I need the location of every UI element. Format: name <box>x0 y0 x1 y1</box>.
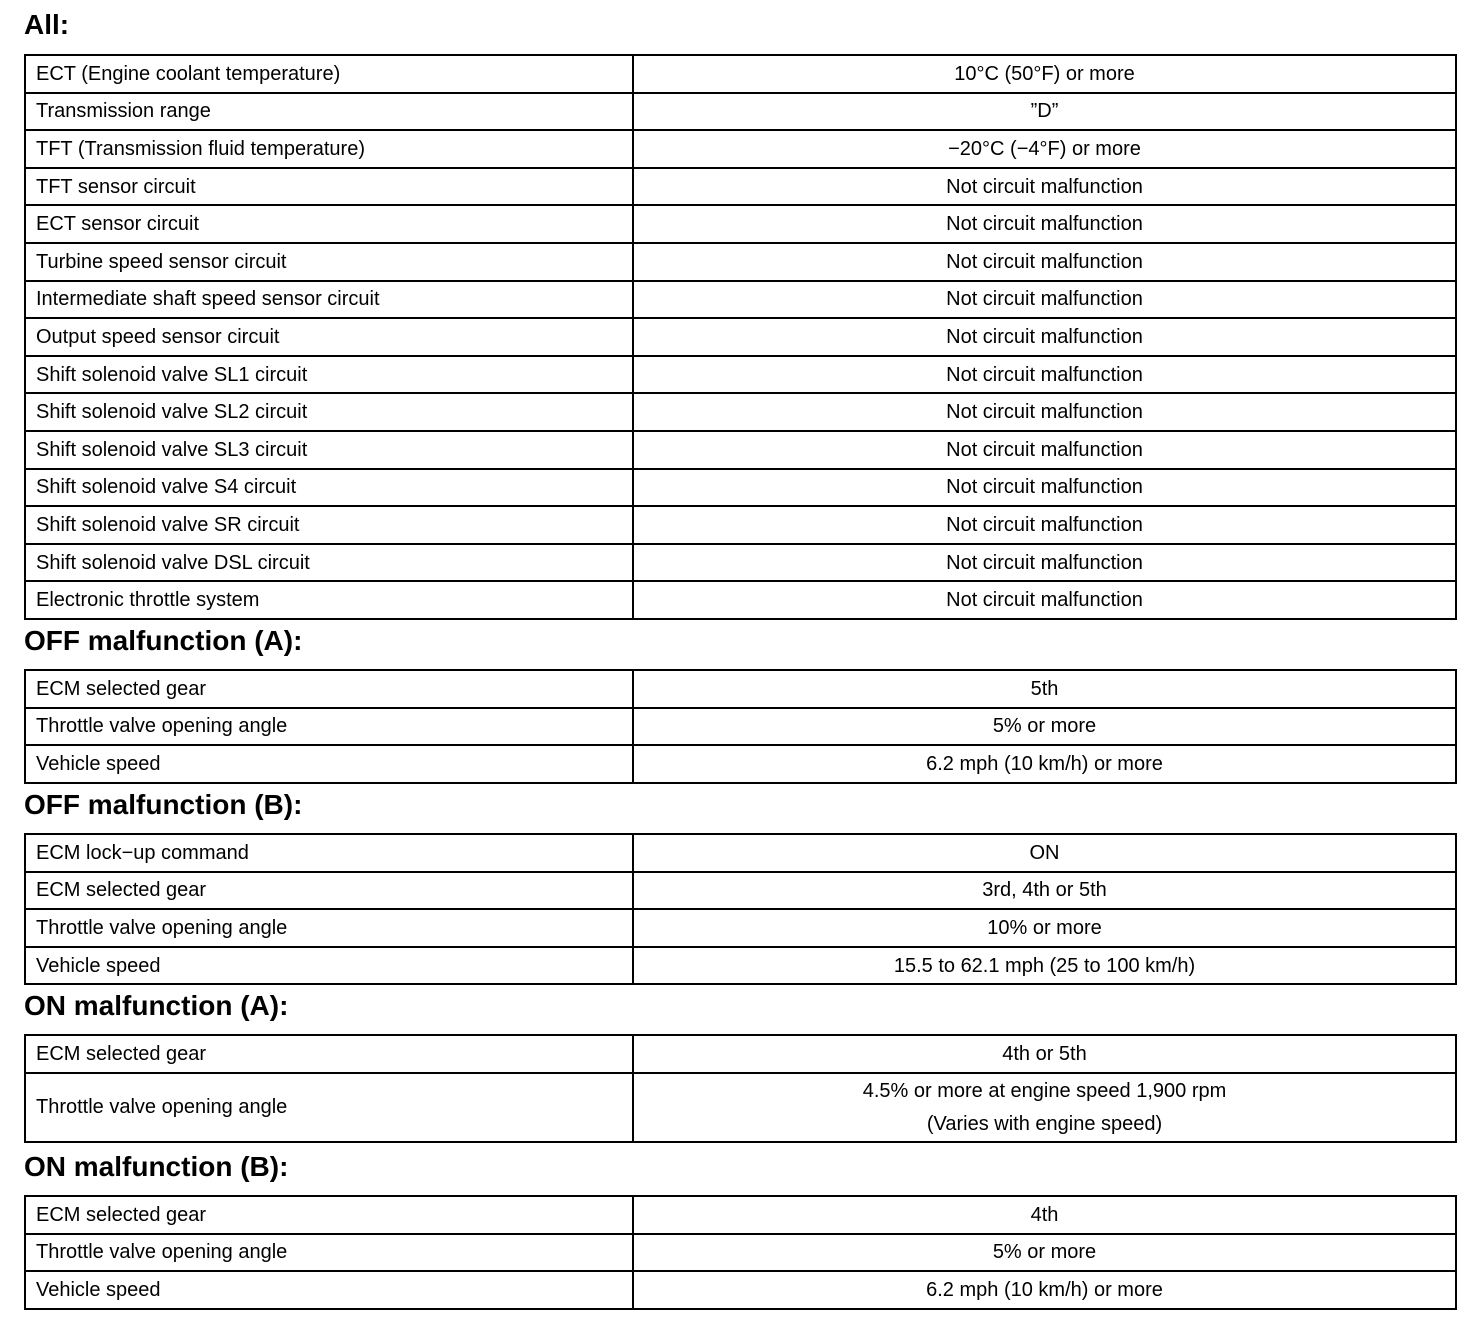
value-cell <box>633 1073 1456 1142</box>
value-cell: Not circuit malfunction <box>633 243 1456 281</box>
item-cell: Vehicle speed <box>25 947 633 985</box>
table-row <box>25 670 1456 708</box>
table-row <box>25 281 1456 319</box>
value-cell: 10°C (50°F) or more <box>633 55 1456 93</box>
item-cell: ECT (Engine coolant temperature) <box>25 55 633 93</box>
table-row <box>25 356 1456 394</box>
value-cell: 4th or 5th <box>633 1035 1456 1073</box>
item-cell: Throttle valve opening angle <box>25 909 633 947</box>
value-cell: 5th <box>633 670 1456 708</box>
item-cell: Vehicle speed <box>25 1271 633 1309</box>
item-cell: Output speed sensor circuit <box>25 318 633 356</box>
value-cell: 3rd, 4th or 5th <box>633 872 1456 910</box>
table-row <box>25 1073 1456 1142</box>
value-cell: 6.2 mph (10 km/h) or more <box>633 1271 1456 1309</box>
section-heading-off-a: OFF malfunction (A): <box>24 625 303 656</box>
item-cell: Throttle valve opening angle <box>25 708 633 746</box>
item-cell: TFT sensor circuit <box>25 168 633 206</box>
item-cell: Transmission range <box>25 93 633 131</box>
value-cell: Not circuit malfunction <box>633 431 1456 469</box>
table-row <box>25 1196 1456 1234</box>
table-row <box>25 93 1456 131</box>
item-cell: ECT sensor circuit <box>25 205 633 243</box>
item-cell: Shift solenoid valve S4 circuit <box>25 469 633 507</box>
table-row <box>25 130 1456 168</box>
value-cell: 6.2 mph (10 km/h) or more <box>633 745 1456 783</box>
value-cell: Not circuit malfunction <box>633 318 1456 356</box>
table-row <box>25 1271 1456 1309</box>
table-off-b <box>24 833 1457 985</box>
table-row <box>25 393 1456 431</box>
section-heading-off-b: OFF malfunction (B): <box>24 789 303 820</box>
value-line: 4.5% or more at engine speed 1,900 rpm <box>862 1079 1227 1102</box>
table-row <box>25 168 1456 206</box>
table-row <box>25 745 1456 783</box>
item-cell: Turbine speed sensor circuit <box>25 243 633 281</box>
value-cell: Not circuit malfunction <box>633 168 1456 206</box>
value-cell: Not circuit malfunction <box>633 205 1456 243</box>
table-off-a <box>24 669 1457 784</box>
item-cell: Throttle valve opening angle <box>25 1073 633 1142</box>
section-heading-all: All: <box>24 9 70 40</box>
table-on-a <box>24 1034 1457 1143</box>
value-note: (Varies with engine speed) <box>926 1112 1163 1135</box>
section-heading-on-a: ON malfunction (A): <box>24 990 289 1021</box>
table-row <box>25 469 1456 507</box>
value-cell: Not circuit malfunction <box>633 506 1456 544</box>
value-cell: 10% or more <box>633 909 1456 947</box>
item-cell: ECM selected gear <box>25 1196 633 1234</box>
value-cell: Not circuit malfunction <box>633 393 1456 431</box>
item-cell: Shift solenoid valve SL3 circuit <box>25 431 633 469</box>
value-cell: Not circuit malfunction <box>633 281 1456 319</box>
table-row <box>25 55 1456 93</box>
value-cell: 15.5 to 62.1 mph (25 to 100 km/h) <box>633 947 1456 985</box>
item-cell: ECM selected gear <box>25 670 633 708</box>
value-cell: 5% or more <box>633 1234 1456 1272</box>
section-heading-on-b: ON malfunction (B): <box>24 1151 289 1182</box>
table-row <box>25 947 1456 985</box>
table-row <box>25 506 1456 544</box>
table-row <box>25 205 1456 243</box>
table-on-b <box>24 1195 1457 1310</box>
item-cell: Shift solenoid valve SL2 circuit <box>25 393 633 431</box>
value-cell: Not circuit malfunction <box>633 544 1456 582</box>
value-cell: ”D” <box>633 93 1456 131</box>
table-row <box>25 243 1456 281</box>
value-cell: Not circuit malfunction <box>633 469 1456 507</box>
value-cell: 4th <box>633 1196 1456 1234</box>
table-row <box>25 318 1456 356</box>
value-cell: ON <box>633 834 1456 872</box>
table-row <box>25 909 1456 947</box>
item-cell: Shift solenoid valve DSL circuit <box>25 544 633 582</box>
value-cell: −20°C (−4°F) or more <box>633 130 1456 168</box>
item-cell: ECM selected gear <box>25 872 633 910</box>
item-cell: ECM selected gear <box>25 1035 633 1073</box>
table-row <box>25 834 1456 872</box>
item-cell: Shift solenoid valve SL1 circuit <box>25 356 633 394</box>
table-all <box>24 54 1457 620</box>
table-row <box>25 708 1456 746</box>
table-row <box>25 1035 1456 1073</box>
value-cell: Not circuit malfunction <box>633 581 1456 619</box>
table-row <box>25 581 1456 619</box>
item-cell: Vehicle speed <box>25 745 633 783</box>
item-cell: Intermediate shaft speed sensor circuit <box>25 281 633 319</box>
table-row <box>25 872 1456 910</box>
item-cell: TFT (Transmission fluid temperature) <box>25 130 633 168</box>
item-cell: Electronic throttle system <box>25 581 633 619</box>
table-row <box>25 431 1456 469</box>
table-row <box>25 544 1456 582</box>
item-cell: Shift solenoid valve SR circuit <box>25 506 633 544</box>
item-cell: Throttle valve opening angle <box>25 1234 633 1272</box>
item-cell: ECM lock−up command <box>25 834 633 872</box>
value-cell: 5% or more <box>633 708 1456 746</box>
value-cell: Not circuit malfunction <box>633 356 1456 394</box>
table-row <box>25 1234 1456 1272</box>
